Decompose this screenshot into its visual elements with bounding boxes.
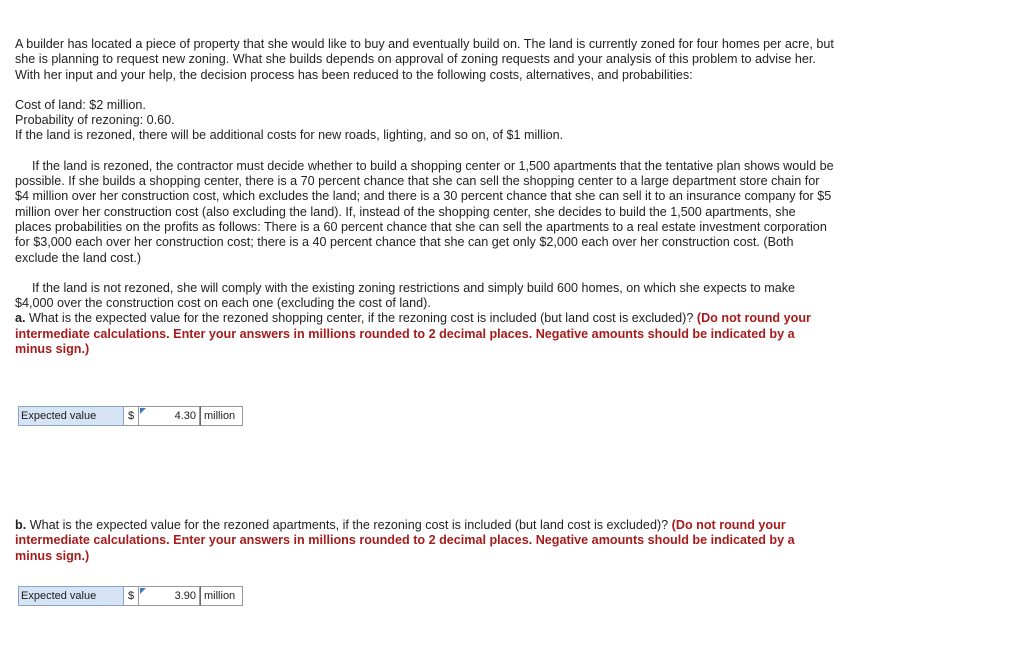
answer-b-value: 3.90: [174, 590, 196, 602]
question-a: [15, 311, 835, 357]
answer-a-row: [18, 406, 243, 426]
answer-b-row: [18, 586, 243, 606]
question-b-block: [15, 518, 835, 564]
answer-flag-icon: [140, 588, 146, 594]
rezoned-paragraph: If the land is rezoned, the contractor must decide whether to build a shopping center or 1,500 apartments that the tentative plan shows would be possible. If she builds a shopping center, there is a 70 percent chance that she can sell the shopping center to a large department store chain for $4 million over her construction cost, which excludes the land; and there is a 30 percent chance that she can sell it to an insurance company for $5 million over her construction cost (also excluding the land). If, instead of the shopping center, she decides to build the 1,500 apartments, she places probabilities on the profits as follows: There is a 60 percent chance that she can sell the apartments to a real estate investment corporation for $3,000 each over her construction cost; there is a 40 percent chance that she can get only $2,000 each over her construction cost. (Both exclude the land cost.): [15, 158, 834, 265]
facts-block: [15, 98, 835, 144]
intro-paragraph: A builder has located a piece of property that she would like to buy and eventually build on. The land is currently zoned for four homes per acre, but she is planning to request new zoning. What she builds depends on approval of zoning requests and your analysis of this problem to advise her. With her input and your help, the decision process has been reduced to the following costs, alternatives, and probabilities:: [15, 37, 834, 82]
answer-flag-icon: [140, 408, 146, 414]
answer-a-label: Expected value: [18, 406, 124, 426]
question-a-text: What is the expected value for the rezoned shopping center, if the rezoning cost is included (but land cost is excluded)?: [29, 311, 694, 326]
answer-a-input[interactable]: [139, 406, 200, 426]
answer-b-input[interactable]: [139, 586, 200, 606]
cost-of-land: Cost of land: $2 million.: [15, 97, 146, 112]
additional-costs: If the land is rezoned, there will be additional costs for new roads, lighting, and so on, of $1 million.: [15, 128, 564, 143]
question-b-text: What is the expected value for the rezoned apartments, if the rezoning cost is included (but land cost is excluded)?: [29, 518, 669, 532]
problem-content: [15, 37, 835, 357]
not-rezoned-paragraph: If the land is not rezoned, she will comply with the existing zoning restrictions and simply build 600 homes, on which she expects to make $4,000 over the construction cost on each one (excluding the cost of land).: [15, 280, 796, 311]
question-a-hint: (Do not round your intermediate calculations. Enter your answers in millions rounded to 2 decimal places. Negative amounts should be indicated by a minus sign.): [15, 311, 811, 357]
question-a-letter: a.: [15, 311, 26, 326]
probability-of-rezoning: Probability of rezoning: 0.60.: [15, 113, 175, 128]
answer-b-unit: million: [200, 586, 243, 606]
answer-a-currency: $: [124, 406, 139, 426]
question-b-hint: (Do not round your intermediate calculations. Enter your answers in millions rounded to 2 decimal places. Negative amounts should be indicated by a minus sign.): [15, 518, 795, 563]
answer-a-unit: million: [200, 406, 243, 426]
answer-b-label: Expected value: [18, 586, 124, 606]
question-b-letter: b.: [15, 518, 27, 532]
answer-a-value: 4.30: [174, 410, 196, 422]
question-b: [15, 518, 835, 564]
answer-b-currency: $: [124, 586, 139, 606]
